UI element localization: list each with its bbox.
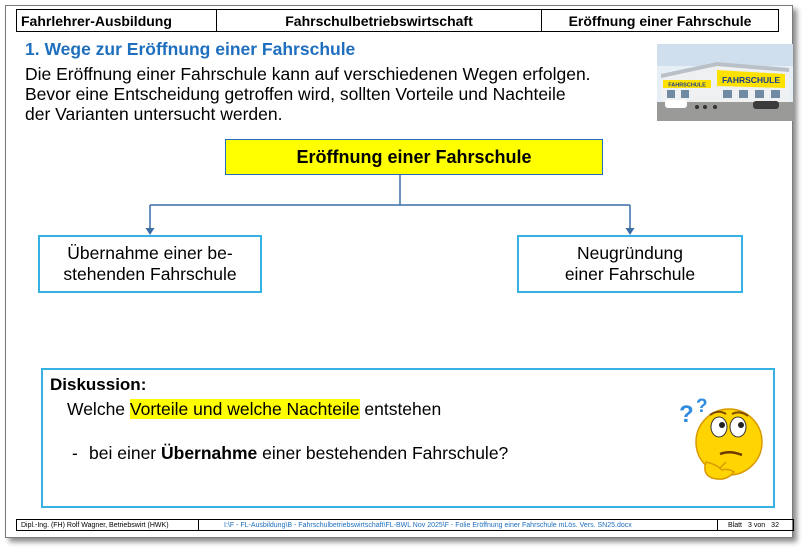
discussion-item	[72, 443, 508, 464]
photo-sign-large: FAHRSCHULE	[721, 75, 781, 85]
svg-text:?: ?	[696, 396, 708, 417]
question-text: entstehen	[359, 399, 442, 419]
item-text: bei einer	[89, 443, 161, 463]
question-text: Welche	[67, 399, 130, 419]
footer-file-path: I:\F - FL-Ausbildung\B - Fahrschulbetriebswirtschaft\FL-BWL Nov 2025\F - Folie Eröffnung einer Fahrschule mLös. Vers. SN25.docx	[199, 520, 718, 530]
option-label-line: Neugründung	[576, 243, 684, 263]
discussion-title: Diskussion:	[50, 375, 147, 394]
section-title: 1. Wege zur Eröffnung einer Fahrschule	[25, 39, 356, 59]
intro-line: Die Eröffnung einer Fahrschule kann auf verschiedenen Wegen erfolgen.	[25, 64, 591, 84]
page-total: 32	[771, 521, 779, 529]
item-bold: Übernahme	[161, 443, 258, 463]
item-text: einer bestehenden Fahrschule?	[257, 443, 509, 463]
intro-line: Bevor eine Entscheidung getroffen wird, sollten Vorteile und Nachteile	[25, 84, 566, 104]
diagram-option-new-founding	[517, 235, 743, 293]
header-topic: Eröffnung einer Fahrschule	[568, 12, 752, 29]
discussion-question	[67, 399, 441, 420]
footer-page-number	[718, 520, 793, 530]
intro-text	[25, 64, 655, 124]
question-highlight: Vorteile und welche Nachteile	[129, 399, 360, 419]
intro-line: der Varianten untersucht werden.	[25, 104, 283, 124]
thinking-smiley-icon	[676, 392, 766, 484]
option-label-line: einer Fahrschule	[564, 264, 696, 284]
item-dash: -	[72, 443, 78, 463]
page-current: 3	[748, 521, 752, 529]
option-label-line: stehenden Fahrschule	[63, 264, 237, 284]
header-bar	[16, 9, 779, 32]
page-label: Blatt	[728, 521, 743, 529]
photo-sign-small: FAHRSCHULE	[668, 82, 706, 89]
diagram-root-box: Eröffnung einer Fahrschule	[225, 139, 603, 175]
svg-text:?: ?	[679, 401, 694, 428]
header-subject: Fahrschulbetriebswirtschaft	[217, 10, 542, 31]
driving-school-photo	[657, 44, 793, 121]
footer-bar	[16, 519, 794, 531]
diagram-option-takeover	[38, 235, 262, 293]
option-label-line: Übernahme einer be-	[67, 243, 233, 263]
discussion-box	[41, 368, 775, 508]
header-course: Fahrlehrer-Ausbildung	[17, 10, 217, 31]
footer-author: Dipl.-Ing. (FH) Rolf Wagner, Betriebswirt (HWK)	[17, 520, 199, 530]
page-sep: von	[753, 521, 766, 529]
